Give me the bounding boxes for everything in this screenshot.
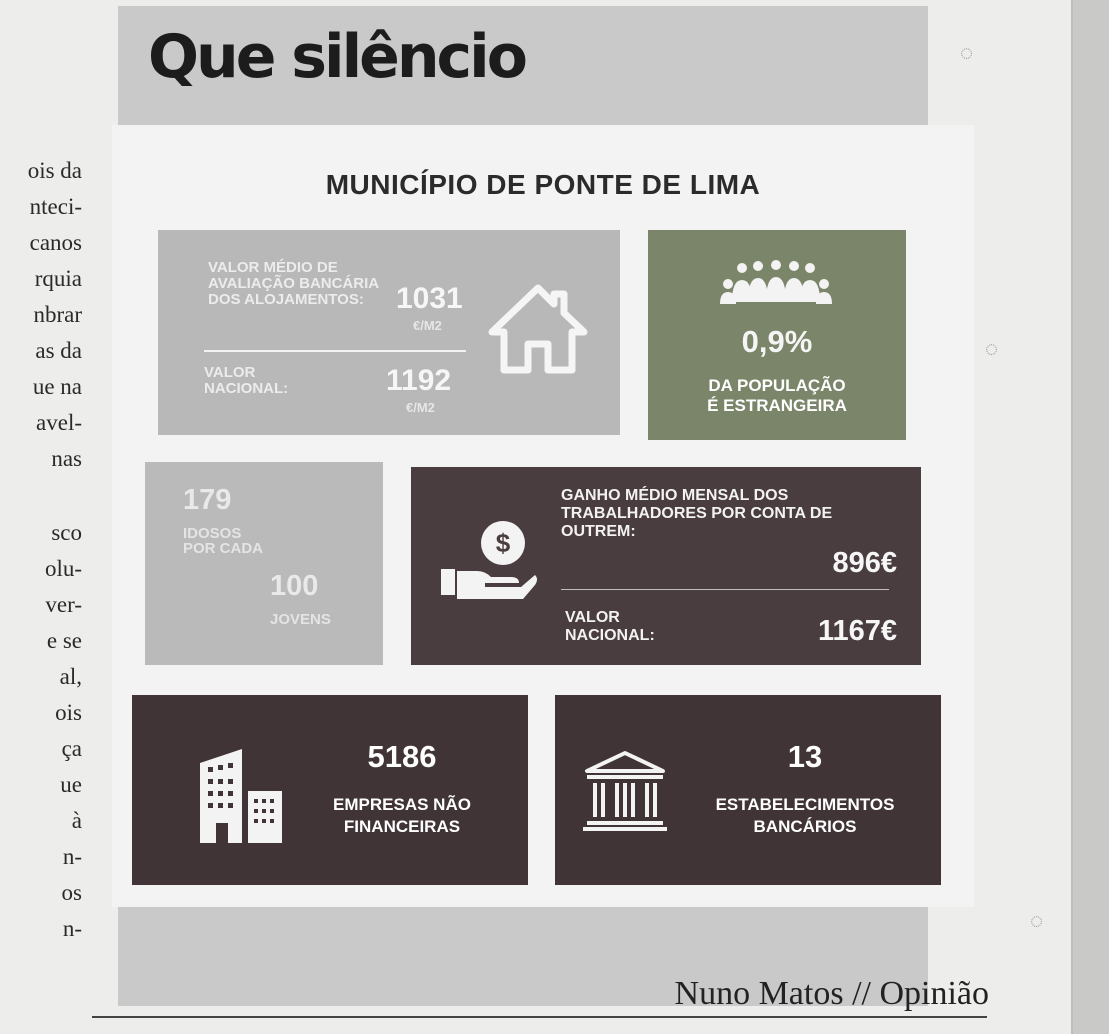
column-line: avel-	[36, 410, 82, 435]
money-hand-icon	[439, 519, 539, 605]
column-line: ue na	[32, 374, 82, 399]
banks-label-2: BANCÁRIOS	[753, 817, 857, 836]
foreign-value: 0,9%	[741, 324, 813, 359]
companies-label-2: FINANCEIRAS	[343, 817, 461, 836]
byline: Nuno Matos // Opinião	[674, 975, 989, 1012]
punch-hole-mark: ◌	[960, 40, 974, 65]
column-line: rquia	[34, 266, 82, 291]
column-line: ça	[61, 736, 82, 761]
column-line: e se	[46, 628, 82, 653]
page-edge	[1071, 0, 1109, 1034]
banks-value: 13	[787, 739, 823, 774]
column-line: n-	[62, 844, 82, 869]
housing-value: 1031	[396, 282, 463, 315]
column-line: olu-	[44, 556, 82, 581]
foreign-label-2: É ESTRANGEIRA	[707, 396, 847, 415]
aging-label-2: JOVENS	[270, 611, 331, 628]
column-line: sco	[51, 520, 82, 545]
income-box	[411, 467, 921, 665]
infographic-title: MUNICÍPIO DE PONTE DE LIMA	[325, 169, 761, 200]
banks-label-1: ESTABELECIMENTOS	[715, 795, 895, 814]
house-icon	[488, 282, 588, 377]
left-text-column	[0, 150, 90, 1034]
foreign-label-1: DA POPULAÇÃO	[708, 376, 846, 395]
income-label: GANHO MÉDIO MENSAL DOS TRABALHADORES POR CONTA DE OUTREM:	[561, 487, 833, 540]
companies-label-1: EMPRESAS NÃO	[333, 795, 471, 814]
byline-rule	[92, 1016, 987, 1018]
column-line: nbrar	[33, 302, 82, 327]
foreign-population-box	[648, 230, 906, 440]
column-line: canos	[29, 230, 82, 255]
column-line: à	[71, 808, 82, 833]
column-line: ois da	[27, 158, 82, 183]
housing-national-unit: €/M2	[406, 400, 435, 415]
column-line: ver-	[45, 592, 82, 617]
income-national-value: 1167€	[817, 615, 897, 647]
housing-national-label: VALOR NACIONAL:	[204, 364, 289, 397]
headline: Que silêncio	[148, 22, 525, 92]
column-line: al,	[59, 664, 82, 689]
column-line: nteci-	[29, 194, 82, 219]
income-divider	[561, 589, 889, 590]
housing-valuation-box	[158, 230, 620, 435]
bank-icon	[583, 749, 667, 833]
banks-box	[555, 695, 941, 885]
companies-value: 5186	[367, 739, 437, 774]
housing-national-value: 1192	[386, 364, 452, 397]
punch-hole-mark: ◌	[1030, 908, 1044, 933]
income-value: 896€	[832, 547, 897, 579]
column-line: ois	[55, 700, 82, 725]
buildings-icon	[196, 745, 284, 845]
column-line: os	[61, 880, 82, 905]
aging-value: 179	[183, 484, 232, 516]
aging-label: IDOSOS POR CADA	[183, 525, 264, 557]
aging-value-2: 100	[270, 570, 319, 602]
punch-hole-mark: ◌	[985, 336, 999, 361]
column-line: nas	[51, 446, 82, 471]
housing-unit: €/M2	[413, 318, 442, 333]
housing-divider	[204, 350, 466, 352]
column-line: ue	[60, 772, 82, 797]
people-group-icon	[720, 258, 832, 306]
aging-index-box	[145, 462, 383, 665]
income-national-label: VALOR NACIONAL:	[565, 609, 655, 644]
dollar-symbol: $	[495, 528, 511, 558]
housing-label: VALOR MÉDIO DE AVALIAÇÃO BANCÁRIA DOS ALOJAMENTOS:	[208, 259, 379, 308]
column-line: as da	[35, 338, 82, 363]
column-line: n-	[62, 916, 82, 941]
companies-box	[132, 695, 528, 885]
